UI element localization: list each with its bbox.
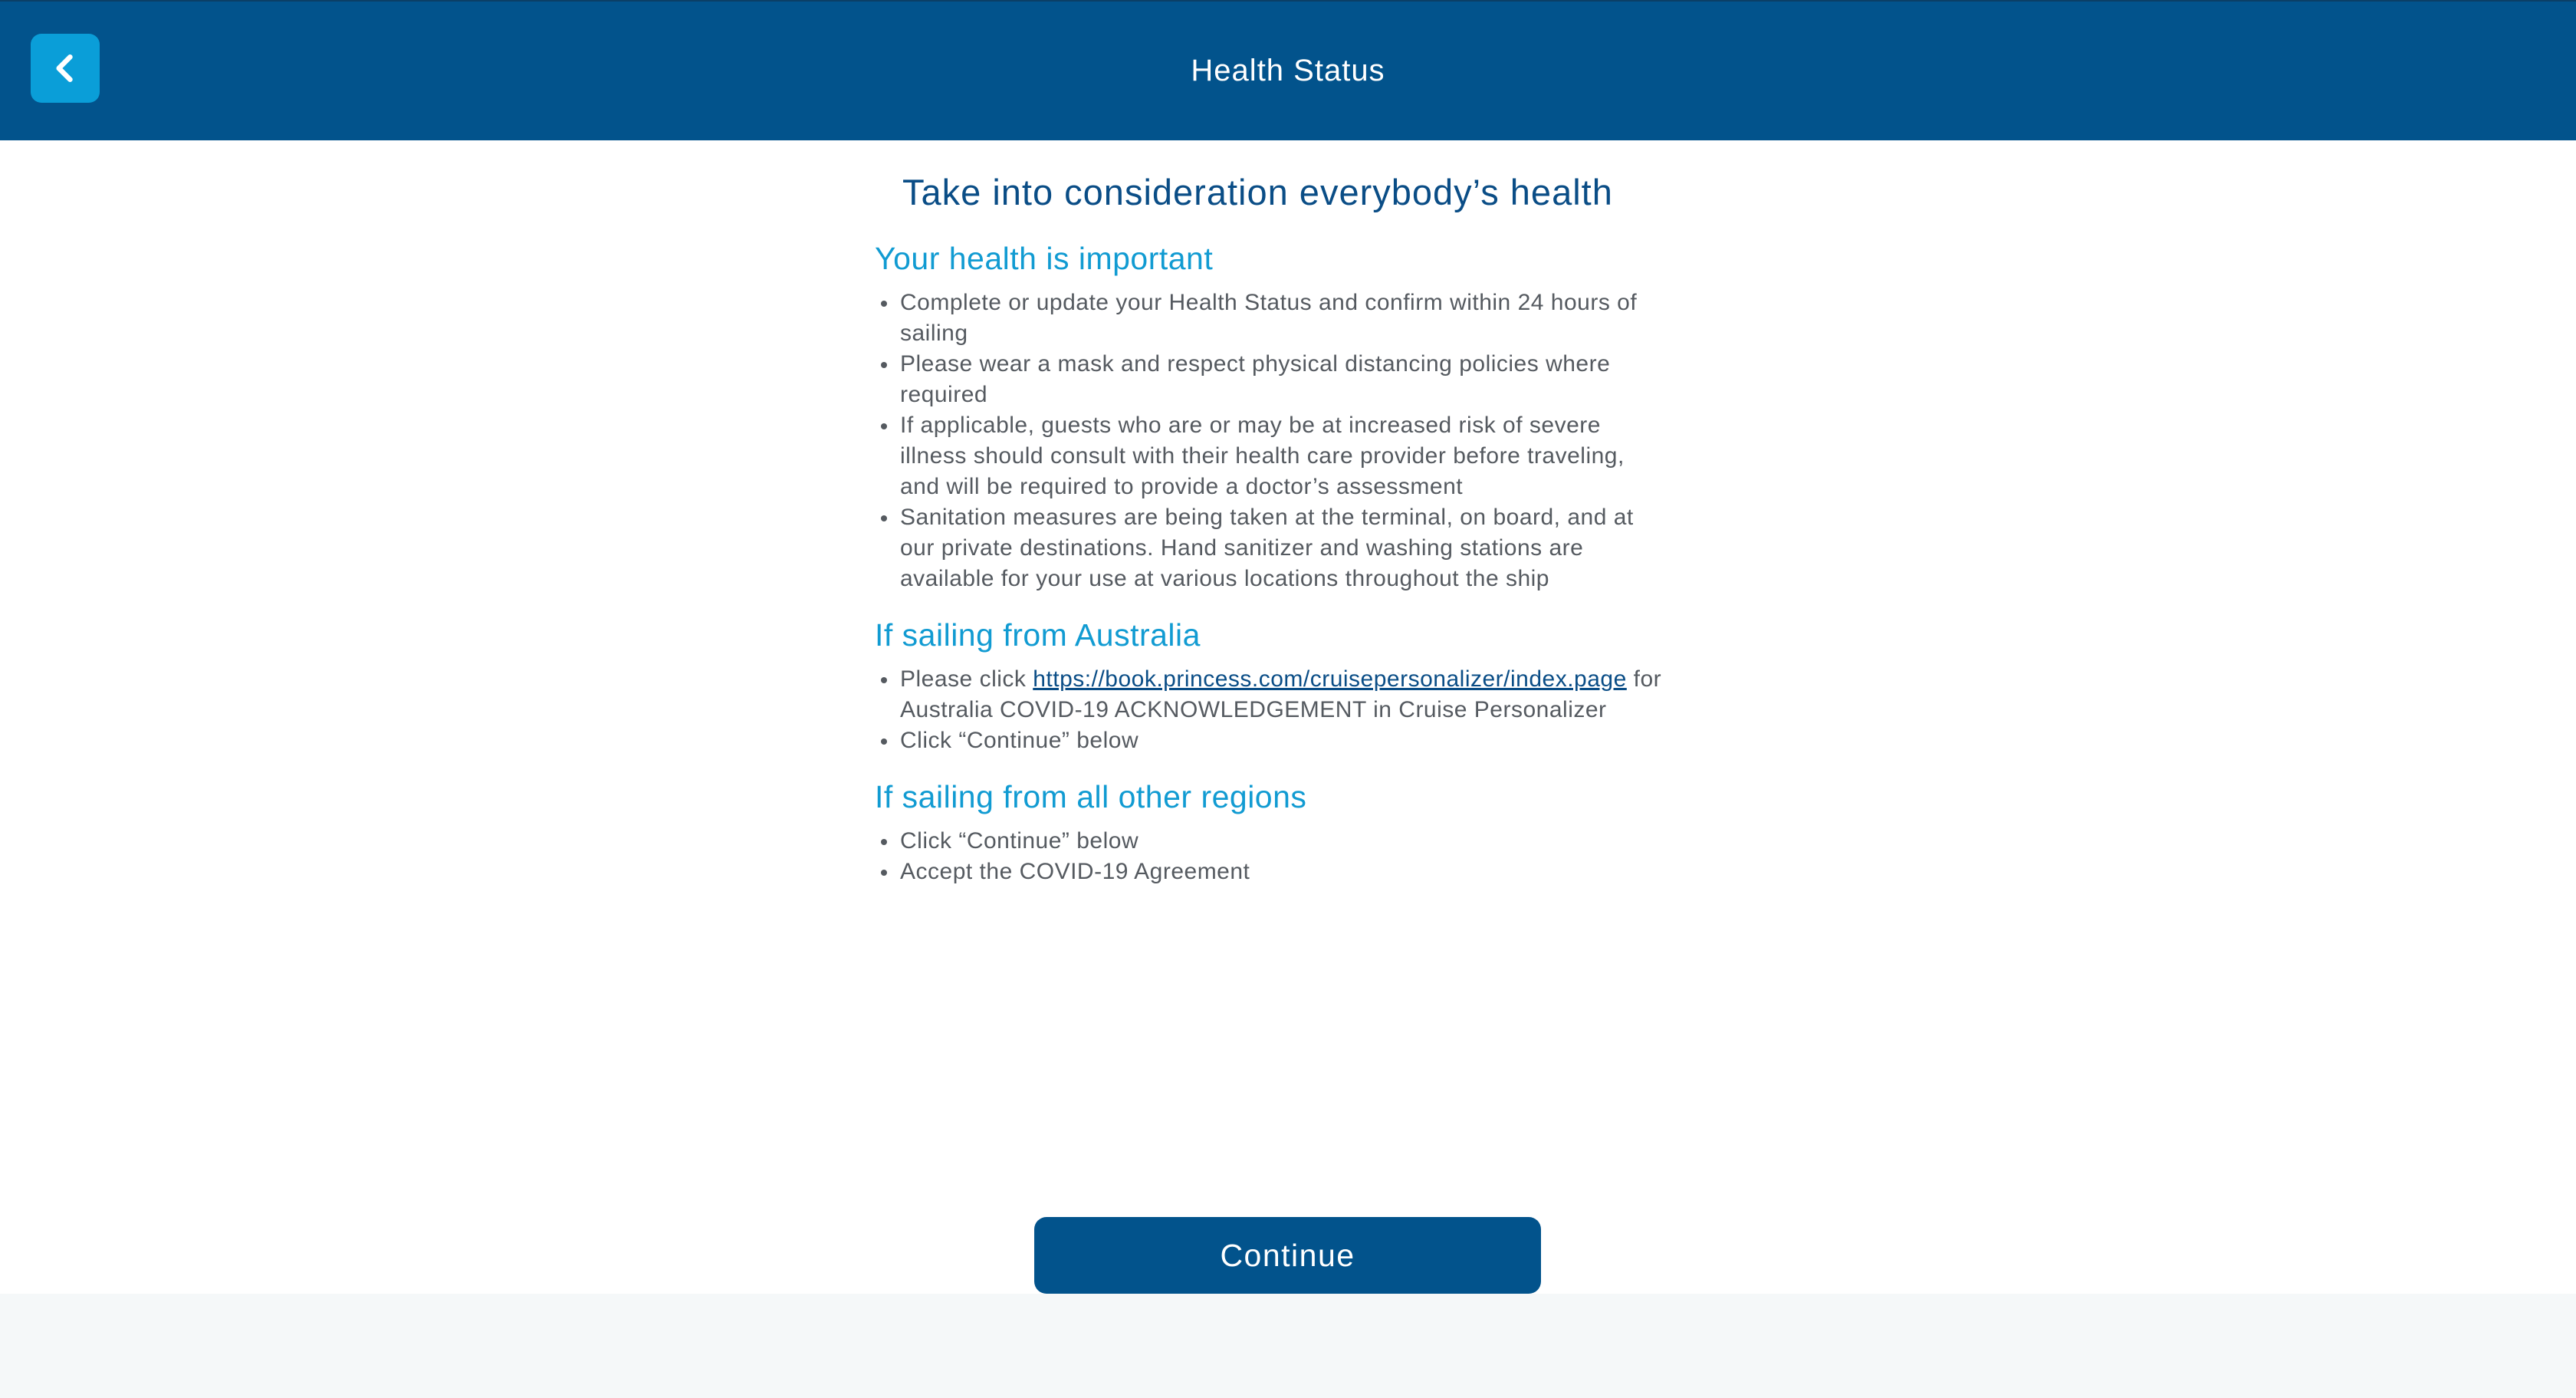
section-title-health: Your health is important [875,241,1214,276]
list-item: Click “Continue” below [875,725,1664,756]
main-content [875,140,1664,887]
list-item [875,664,1664,725]
list-item: If applicable, guests who are or may be at increased risk of severe illness should consult with their health care provider before traveling, and will be required to provide a doctor’s assessment [875,410,1664,502]
list-item: Accept the COVID-19 Agreement [875,857,1664,887]
health-bullet-list [875,288,1664,594]
list-item: Sanitation measures are being taken at the terminal, on board, and at our private destinations. Hand sanitizer and washing stations are available for your use at various locations throughout the ship [875,502,1664,594]
link-suffix-text: for Australia COVID-19 ACKNOWLEDGEMENT in Cruise Personalizer [900,666,1662,722]
australia-bullet-list [875,664,1664,756]
list-item: Click “Continue” below [875,826,1664,857]
section-title-other-regions: If sailing from all other regions [875,779,1307,814]
list-item: Complete or update your Health Status and confirm within 24 hours of sailing [875,288,1664,349]
page-header-title: Health Status [1191,54,1385,87]
cruise-personalizer-link[interactable]: https://book.princess.com/cruisepersonalizer/index.page [1033,666,1627,692]
footer-band [0,1294,2576,1398]
list-item: Please wear a mask and respect physical distancing policies where required [875,349,1664,410]
page-title: Take into consideration everybody’s health [902,172,1613,212]
header-bar [0,0,2576,140]
link-prefix-text: Please click [900,666,1033,692]
continue-button[interactable]: Continue [1034,1217,1541,1294]
other-regions-bullet-list [875,826,1664,887]
section-title-australia: If sailing from Australia [875,617,1201,653]
